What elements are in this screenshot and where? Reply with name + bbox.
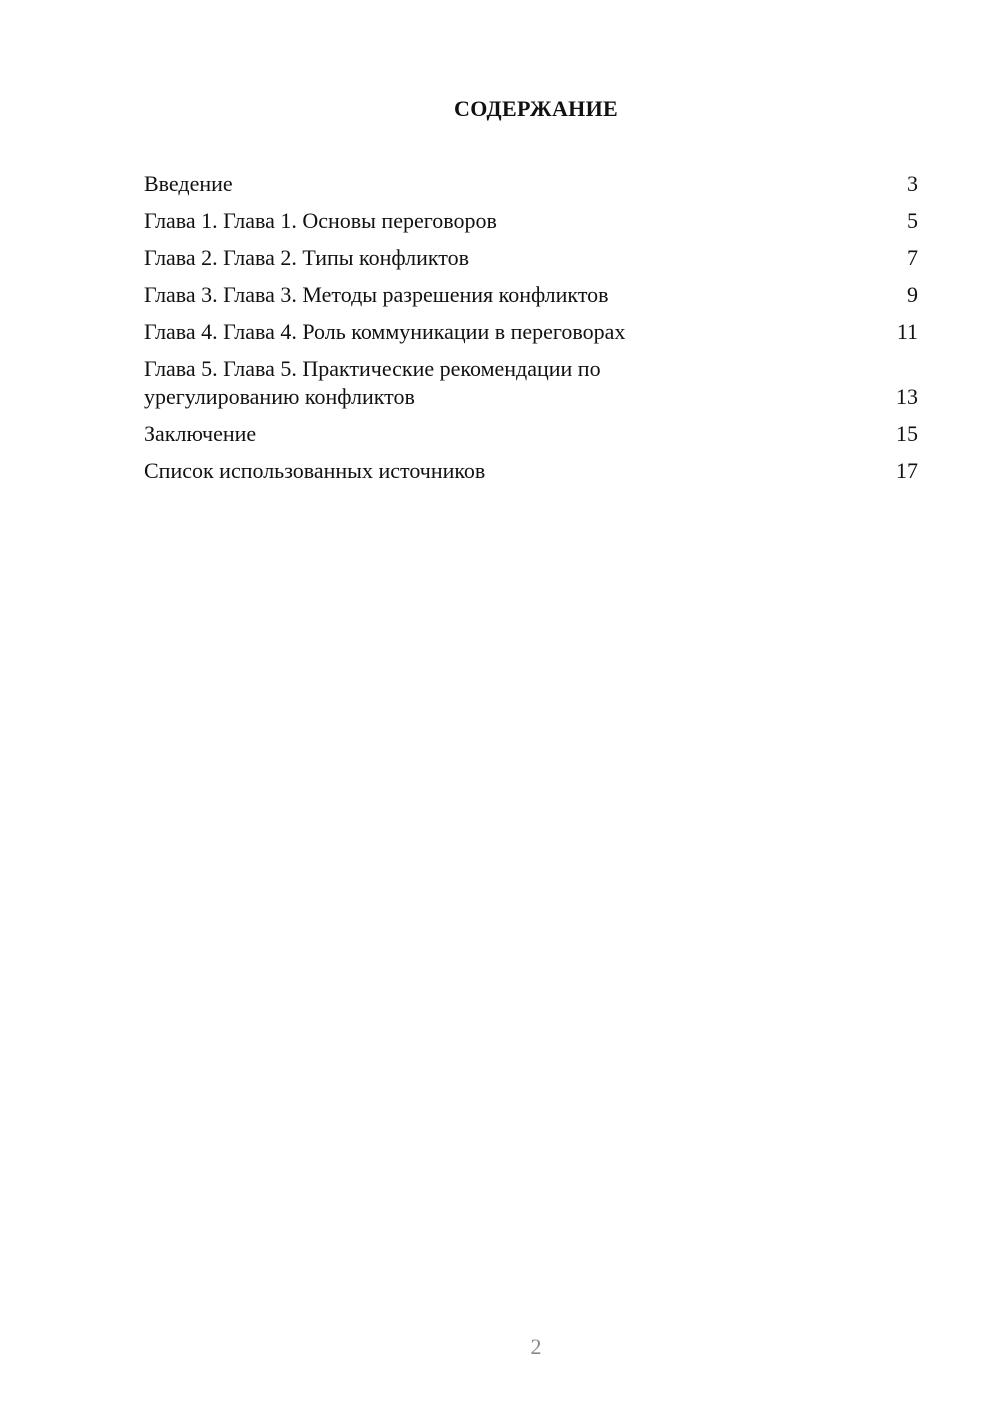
- toc-entry-page: 13: [896, 384, 918, 409]
- page-number: 2: [530, 1334, 542, 1359]
- table-of-contents: [144, 170, 918, 494]
- toc-entry-page: 11: [896, 319, 918, 344]
- toc-entry-page: 7: [907, 245, 918, 270]
- toc-entry-title: Введение: [144, 171, 233, 196]
- toc-entry: [144, 420, 918, 448]
- toc-entry-page: 3: [907, 171, 918, 196]
- toc-entry: [144, 281, 918, 309]
- toc-entry-page: 17: [896, 458, 918, 483]
- toc-entry-title: Глава 2. Глава 2. Типы конфликтов: [144, 245, 469, 270]
- toc-entry: [144, 457, 918, 485]
- toc-entry-title: Заключение: [144, 421, 257, 446]
- toc-entry-title: Глава 1. Глава 1. Основы переговоров: [144, 208, 497, 233]
- toc-entry: [144, 318, 918, 346]
- toc-entry-title: Глава 5. Глава 5. Практические рекомендации по урегулированию конфликтов: [144, 356, 601, 409]
- toc-entry-page: 5: [907, 208, 918, 233]
- toc-entry-page: 15: [896, 421, 918, 446]
- toc-entry-title: Глава 3. Глава 3. Методы разрешения конфликтов: [144, 282, 609, 307]
- toc-entry: [144, 207, 918, 235]
- toc-entry: [144, 244, 918, 272]
- toc-entry-page: 9: [907, 282, 918, 307]
- page-title: СОДЕРЖАНИЕ: [454, 96, 618, 121]
- toc-entry-title: Список использованных источников: [144, 458, 486, 483]
- toc-entry-title: Глава 4. Глава 4. Роль коммуникации в переговорах: [144, 319, 626, 344]
- toc-entry: [144, 170, 918, 198]
- toc-entry: [144, 355, 918, 411]
